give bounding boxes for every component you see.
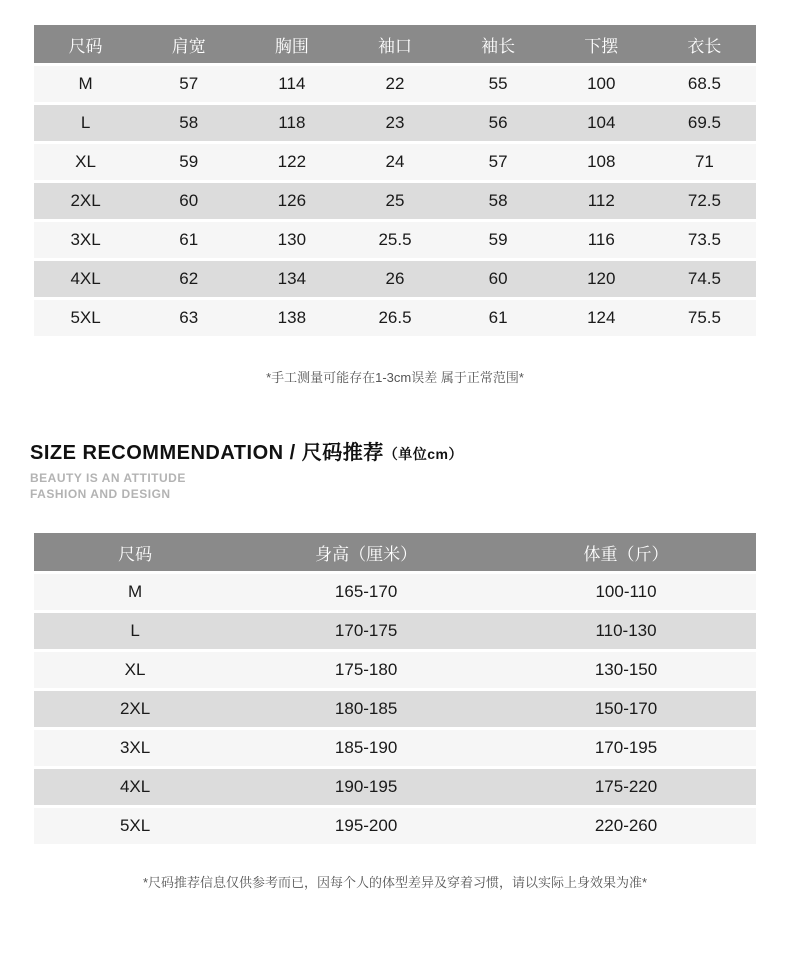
cell-value: 58 bbox=[137, 105, 240, 141]
cell-value: 134 bbox=[240, 261, 343, 297]
subtitle-line: FASHION AND DESIGN bbox=[30, 487, 171, 501]
measurement-table bbox=[34, 22, 756, 339]
cell-value: 69.5 bbox=[653, 105, 756, 141]
cell-size: 2XL bbox=[34, 183, 137, 219]
cell-size: 5XL bbox=[34, 300, 137, 336]
table-header-row bbox=[34, 533, 756, 571]
table-row bbox=[34, 730, 756, 766]
table-row bbox=[34, 222, 756, 258]
table-row bbox=[34, 300, 756, 336]
table-row bbox=[34, 652, 756, 688]
measurement-table-body bbox=[34, 66, 756, 336]
cell-height-range: 195-200 bbox=[236, 808, 496, 844]
cell-weight-range: 110-130 bbox=[496, 613, 756, 649]
measurement-table-header bbox=[34, 25, 756, 63]
recommendation-disclaimer-note: *尺码推荐信息仅供参考而已，因每个人的体型差异及穿着习惯，请以实际上身效果为准* bbox=[142, 875, 648, 890]
section-title-text: SIZE RECOMMENDATION / 尺码推荐 bbox=[30, 442, 384, 464]
header-height: 身高（厘米） bbox=[236, 533, 496, 571]
cell-value: 104 bbox=[550, 105, 653, 141]
cell-weight-range: 150-170 bbox=[496, 691, 756, 727]
cell-size: XL bbox=[34, 652, 236, 688]
cell-height-range: 180-185 bbox=[236, 691, 496, 727]
cell-value: 25.5 bbox=[343, 222, 446, 258]
header-size: 尺码 bbox=[34, 25, 137, 63]
cell-weight-range: 170-195 bbox=[496, 730, 756, 766]
table-row bbox=[34, 769, 756, 805]
header-length: 衣长 bbox=[653, 25, 756, 63]
header-hem: 下摆 bbox=[550, 25, 653, 63]
table-row bbox=[34, 183, 756, 219]
recommendation-table-section bbox=[0, 502, 790, 847]
header-sleeve: 袖长 bbox=[447, 25, 550, 63]
recommendation-table-body bbox=[34, 574, 756, 844]
cell-weight-range: 220-260 bbox=[496, 808, 756, 844]
size-recommendation-heading bbox=[30, 442, 790, 502]
cell-value: 26.5 bbox=[343, 300, 446, 336]
header-cuff: 袖口 bbox=[343, 25, 446, 63]
cell-value: 25 bbox=[343, 183, 446, 219]
table-row bbox=[34, 574, 756, 610]
cell-value: 126 bbox=[240, 183, 343, 219]
cell-value: 59 bbox=[137, 144, 240, 180]
cell-value: 60 bbox=[137, 183, 240, 219]
section-subtitle bbox=[30, 470, 790, 502]
cell-value: 124 bbox=[550, 300, 653, 336]
cell-value: 75.5 bbox=[653, 300, 756, 336]
cell-value: 22 bbox=[343, 66, 446, 102]
cell-height-range: 170-175 bbox=[236, 613, 496, 649]
table-row bbox=[34, 808, 756, 844]
cell-size: M bbox=[34, 66, 137, 102]
cell-value: 62 bbox=[137, 261, 240, 297]
cell-value: 100 bbox=[550, 66, 653, 102]
table-row bbox=[34, 105, 756, 141]
table-row bbox=[34, 66, 756, 102]
cell-size: 4XL bbox=[34, 769, 236, 805]
cell-height-range: 175-180 bbox=[236, 652, 496, 688]
measurement-tolerance-note: *手工测量可能存在1-3cm误差 属于正常范围* bbox=[266, 370, 524, 385]
cell-size: 4XL bbox=[34, 261, 137, 297]
cell-value: 56 bbox=[447, 105, 550, 141]
cell-value: 118 bbox=[240, 105, 343, 141]
cell-value: 120 bbox=[550, 261, 653, 297]
section-title bbox=[30, 442, 790, 465]
cell-value: 57 bbox=[447, 144, 550, 180]
header-chest: 胸围 bbox=[240, 25, 343, 63]
cell-value: 130 bbox=[240, 222, 343, 258]
cell-size: L bbox=[34, 105, 137, 141]
cell-size: L bbox=[34, 613, 236, 649]
cell-value: 71 bbox=[653, 144, 756, 180]
cell-size: 3XL bbox=[34, 730, 236, 766]
cell-value: 108 bbox=[550, 144, 653, 180]
cell-value: 72.5 bbox=[653, 183, 756, 219]
cell-value: 24 bbox=[343, 144, 446, 180]
cell-size: 5XL bbox=[34, 808, 236, 844]
table-row bbox=[34, 691, 756, 727]
cell-size: 2XL bbox=[34, 691, 236, 727]
cell-value: 55 bbox=[447, 66, 550, 102]
cell-value: 114 bbox=[240, 66, 343, 102]
header-shoulder: 肩宽 bbox=[137, 25, 240, 63]
cell-value: 23 bbox=[343, 105, 446, 141]
cell-value: 60 bbox=[447, 261, 550, 297]
cell-size: 3XL bbox=[34, 222, 137, 258]
section-title-unit: （单位cm） bbox=[383, 446, 463, 462]
header-weight: 体重（斤） bbox=[496, 533, 756, 571]
cell-value: 58 bbox=[447, 183, 550, 219]
cell-weight-range: 100-110 bbox=[496, 574, 756, 610]
subtitle-line: BEAUTY IS AN ATTITUDE bbox=[30, 471, 186, 485]
cell-height-range: 165-170 bbox=[236, 574, 496, 610]
cell-value: 116 bbox=[550, 222, 653, 258]
cell-height-range: 190-195 bbox=[236, 769, 496, 805]
cell-size: M bbox=[34, 574, 236, 610]
cell-weight-range: 130-150 bbox=[496, 652, 756, 688]
cell-value: 57 bbox=[137, 66, 240, 102]
table-row bbox=[34, 144, 756, 180]
cell-value: 74.5 bbox=[653, 261, 756, 297]
table-row bbox=[34, 613, 756, 649]
cell-value: 59 bbox=[447, 222, 550, 258]
cell-value: 61 bbox=[447, 300, 550, 336]
cell-value: 26 bbox=[343, 261, 446, 297]
recommendation-table bbox=[34, 530, 756, 847]
cell-weight-range: 175-220 bbox=[496, 769, 756, 805]
table-row bbox=[34, 261, 756, 297]
table-header-row bbox=[34, 25, 756, 63]
recommendation-table-header bbox=[34, 533, 756, 571]
cell-value: 73.5 bbox=[653, 222, 756, 258]
cell-value: 112 bbox=[550, 183, 653, 219]
cell-size: XL bbox=[34, 144, 137, 180]
cell-value: 138 bbox=[240, 300, 343, 336]
cell-value: 68.5 bbox=[653, 66, 756, 102]
cell-height-range: 185-190 bbox=[236, 730, 496, 766]
cell-value: 122 bbox=[240, 144, 343, 180]
cell-value: 61 bbox=[137, 222, 240, 258]
cell-value: 63 bbox=[137, 300, 240, 336]
measurement-table-section bbox=[0, 0, 790, 339]
header-size: 尺码 bbox=[34, 533, 236, 571]
